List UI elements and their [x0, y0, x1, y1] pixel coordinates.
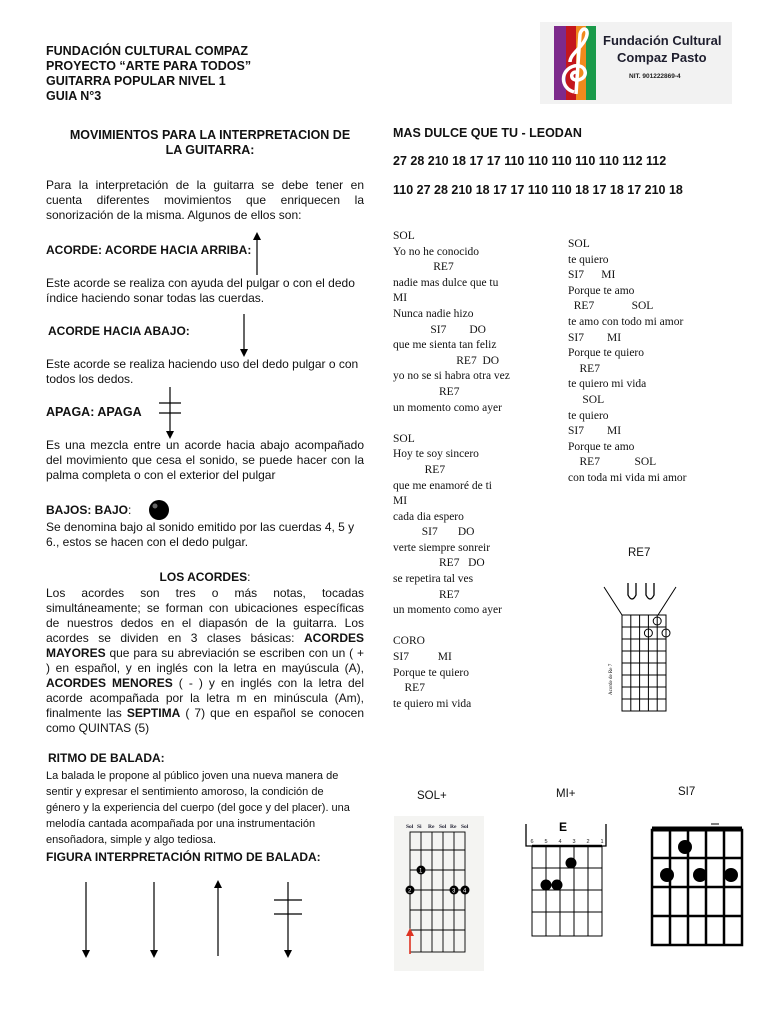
apaga-arrow-icon	[155, 386, 185, 440]
lyric-line: SI7 MI	[568, 331, 622, 344]
lyrics-column-1	[393, 229, 510, 712]
si7-chord-diagram	[650, 820, 746, 950]
lyric-line: RE7	[393, 588, 460, 601]
lyric-line: CORO	[393, 635, 425, 648]
lyric-line: SI7 DO	[393, 323, 486, 336]
header-course: GUITARRA POPULAR NIVEL 1	[46, 74, 226, 88]
lyric-line: SOL	[393, 432, 415, 445]
intro-paragraph: Para la interpretación de la guitarra se debe tener en cuenta diferentes movimientos que enriquecen la sonorización de la misma. Algunos de ellos son:	[46, 178, 364, 222]
lyric-line: nadie mas dulce que tu	[393, 276, 499, 289]
lyric-line: te amo con todo mi amor	[568, 315, 684, 328]
svg-text:3: 3	[452, 888, 456, 895]
lyric-line: RE7	[393, 682, 425, 695]
lyric-line: Porque te amo	[568, 440, 635, 453]
acordes-text-1: Los acordes son tres o más notas, tocadas simultáneamente; se forman con ubicaciones específicas de nuestros dedos en el diapasón de la guitarra. Los acordes se dividen en 3 clases básicas:	[46, 586, 364, 645]
ritmo-text: La balada le propone al público joven una nueva manera de sentir y expresar el sentimiento amoroso, la condición de género y la experiencia del cuerpo (del goce y del placer). una melodía cantada acompañada por una instrumentación ensoñadora, simple y algo tediosa.	[46, 770, 350, 846]
lyric-line: Porque te amo	[568, 284, 635, 297]
acordes-text-2: que para su abreviación se escriben con un ( + ) en español, y en inglés con la letra en mayúscula (A),	[46, 646, 364, 675]
acorde-arriba-text: Este acorde se realiza con ayuda del pulgar o con el dedo índice haciendo sonar todas las cuerdas.	[46, 276, 355, 305]
tab-line-1: 27 28 210 18 17 17 110 110 110 110 110 112 112	[393, 154, 667, 168]
lyric-line: SOL	[393, 230, 415, 242]
si7-chord-label: SI7	[678, 786, 696, 798]
svg-text:2: 2	[408, 888, 412, 895]
lyric-line: RE7 DO	[393, 354, 500, 367]
lyric-line: un momento como ayer	[393, 401, 502, 414]
lyric-line: RE7 SOL	[568, 300, 654, 313]
solplus-chord-label: SOL+	[417, 790, 447, 802]
miplus-string-number: 1	[600, 839, 604, 845]
svg-text:1: 1	[419, 868, 423, 875]
lyric-line: que me sienta tan feliz	[393, 339, 497, 352]
tab-line-2: 110 27 28 210 18 17 17 110 110 18 17 18 17 210 18	[393, 183, 683, 197]
lyric-line: RE7 SOL	[568, 456, 657, 469]
arrow-down-icon	[237, 313, 251, 357]
song-title: MAS DULCE QUE TU - LEODAN	[393, 126, 582, 140]
acordes-text-4: ( 7) que en español se conocen como QUINTAS (5)	[46, 706, 364, 735]
acordes-menores: ACORDES MENORES	[46, 676, 173, 690]
lyric-line	[393, 416, 510, 432]
lyric-line: SI7 MI	[568, 269, 616, 282]
ritmo-heading: RITMO DE BALADA:	[48, 751, 165, 765]
miplus-string-number: 3	[572, 839, 576, 845]
lyric-line: Porque te quiero	[393, 666, 470, 679]
header-foundation: FUNDACIÓN CULTURAL COMPAZ	[46, 44, 249, 58]
lyric-line: Nunca nadie hizo	[393, 307, 474, 320]
re7-chord-diagram	[600, 575, 680, 715]
miplus-letter: E	[559, 820, 568, 834]
re7-side-label: Acorde de Re 7	[609, 663, 614, 695]
bajos-heading-line	[46, 503, 131, 518]
lyric-line: yo no se si habra otra vez	[393, 370, 510, 383]
miplus-string-number: 4	[558, 839, 562, 845]
lyric-line: te quiero mi vida	[393, 697, 472, 710]
lyric-line: RE7 DO	[393, 557, 485, 570]
school-header	[46, 44, 251, 104]
acordes-heading: LOS ACORDES	[159, 570, 248, 584]
balada-up-arrow-icon	[208, 878, 228, 958]
header-project: PROYECTO “ARTE PARA TODOS”	[46, 59, 252, 73]
logo-nit: NIT. 901222869-4	[629, 73, 681, 80]
lyric-line: SOL	[568, 238, 590, 250]
lyric-line: verte siempre sonreir	[393, 541, 491, 554]
lyric-line: se repetira tal ves	[393, 573, 474, 586]
solplus-string-label: Sol	[461, 824, 469, 830]
lyric-line: RE7	[393, 261, 454, 274]
lyric-line	[393, 619, 510, 635]
lyric-line: SI7 MI	[393, 651, 452, 664]
lyric-line: RE7	[568, 362, 600, 375]
lyric-line: MI	[393, 495, 408, 508]
lyric-line: RE7	[393, 385, 460, 398]
svg-text:4: 4	[463, 888, 467, 895]
lyric-line: SI7 DO	[393, 526, 475, 539]
solplus-string-label: Sol	[439, 824, 447, 830]
acordes-paragraph	[46, 586, 364, 736]
lyric-line: Hoy te soy sincero	[393, 448, 479, 461]
lyric-line: con toda mi vida mi amor	[568, 471, 687, 484]
solplus-string-label: Sol	[406, 824, 414, 830]
lyric-line: SOL	[568, 393, 605, 406]
miplus-chord-diagram	[522, 814, 612, 944]
acordes-heading-line	[46, 570, 364, 585]
lyric-line: un momento como ayer	[393, 604, 502, 617]
lyric-line: te quiero mi vida	[568, 378, 647, 391]
acorde-abajo-heading: ACORDE HACIA ABAJO:	[48, 324, 190, 338]
lyric-line: RE7	[393, 463, 446, 476]
lyric-line: cada dia espero	[393, 510, 464, 523]
acordes-mayores: ACORDES MAYORES	[46, 631, 364, 660]
miplus-chord-label: MI+	[556, 788, 576, 800]
header-guide-number: GUIA N°3	[46, 89, 102, 103]
lyric-line: que me enamoré de ti	[393, 479, 492, 492]
lyric-line: SI7 MI	[568, 425, 622, 438]
bajos-text: Se denomina bajo al sonido emitido por las cuerdas 4, 5 y 6., estos se hacen con el dedo pulgar.	[46, 520, 355, 549]
lyrics-column-2	[568, 237, 687, 487]
acordes-text-3: ( - ) y en inglés con la letra del acorde acompañada por la letra m en minúscula (Am), finalmente las	[46, 676, 364, 720]
solplus-string-label: Re	[450, 824, 457, 830]
lyric-line: te quiero	[568, 409, 609, 422]
acorde-arriba-heading: ACORDE: ACORDE HACIA ARRIBA:	[46, 243, 252, 257]
balada-apaga-arrow-icon	[270, 880, 306, 960]
lyric-line: Yo no he conocido	[393, 245, 480, 258]
section-title: MOVIMIENTOS PARA LA INTERPRETACION DE LA GUITARRA:	[69, 128, 351, 157]
figura-heading: FIGURA INTERPRETACIÓN RITMO DE BALADA:	[46, 850, 321, 864]
solplus-chord-diagram	[394, 816, 484, 971]
re7-chord-label: RE7	[628, 547, 651, 559]
logo-name-line2: Compaz Pasto	[617, 50, 707, 65]
solplus-string-label: Re	[428, 824, 435, 830]
arrow-up-icon	[250, 232, 264, 276]
foundation-logo	[540, 22, 732, 104]
lyric-line: te quiero	[568, 253, 609, 266]
solplus-string-label: Si	[417, 824, 422, 830]
apaga-text: Es una mezcla entre un acorde hacia abajo acompañado del movimiento que cesa el sonido, se puede hacer con la palma completa o con el exterior del pulgar	[46, 438, 364, 482]
balada-down-arrow-1-icon	[76, 880, 96, 960]
logo-name	[603, 32, 721, 66]
acordes-colon: :	[247, 570, 251, 584]
miplus-string-number: 2	[586, 839, 590, 845]
lyric-line: Porque te quiero	[568, 347, 645, 360]
miplus-string-number: 6	[530, 839, 534, 845]
acorde-abajo-text: Este acorde se realiza haciendo uso del dedo pulgar o con todos los dedos.	[46, 357, 359, 386]
bajos-colon: :	[128, 503, 132, 517]
miplus-string-number: 5	[544, 839, 548, 845]
lyric-line: MI	[393, 292, 408, 305]
balada-down-arrow-2-icon	[144, 880, 164, 960]
septima-label: SEPTIMA	[126, 706, 181, 720]
apaga-heading: APAGA: APAGA	[46, 405, 142, 419]
bajos-heading: BAJOS: BAJO	[46, 503, 129, 517]
bass-dot-icon	[147, 498, 171, 522]
logo-name-line1: Fundación Cultural	[603, 33, 722, 48]
